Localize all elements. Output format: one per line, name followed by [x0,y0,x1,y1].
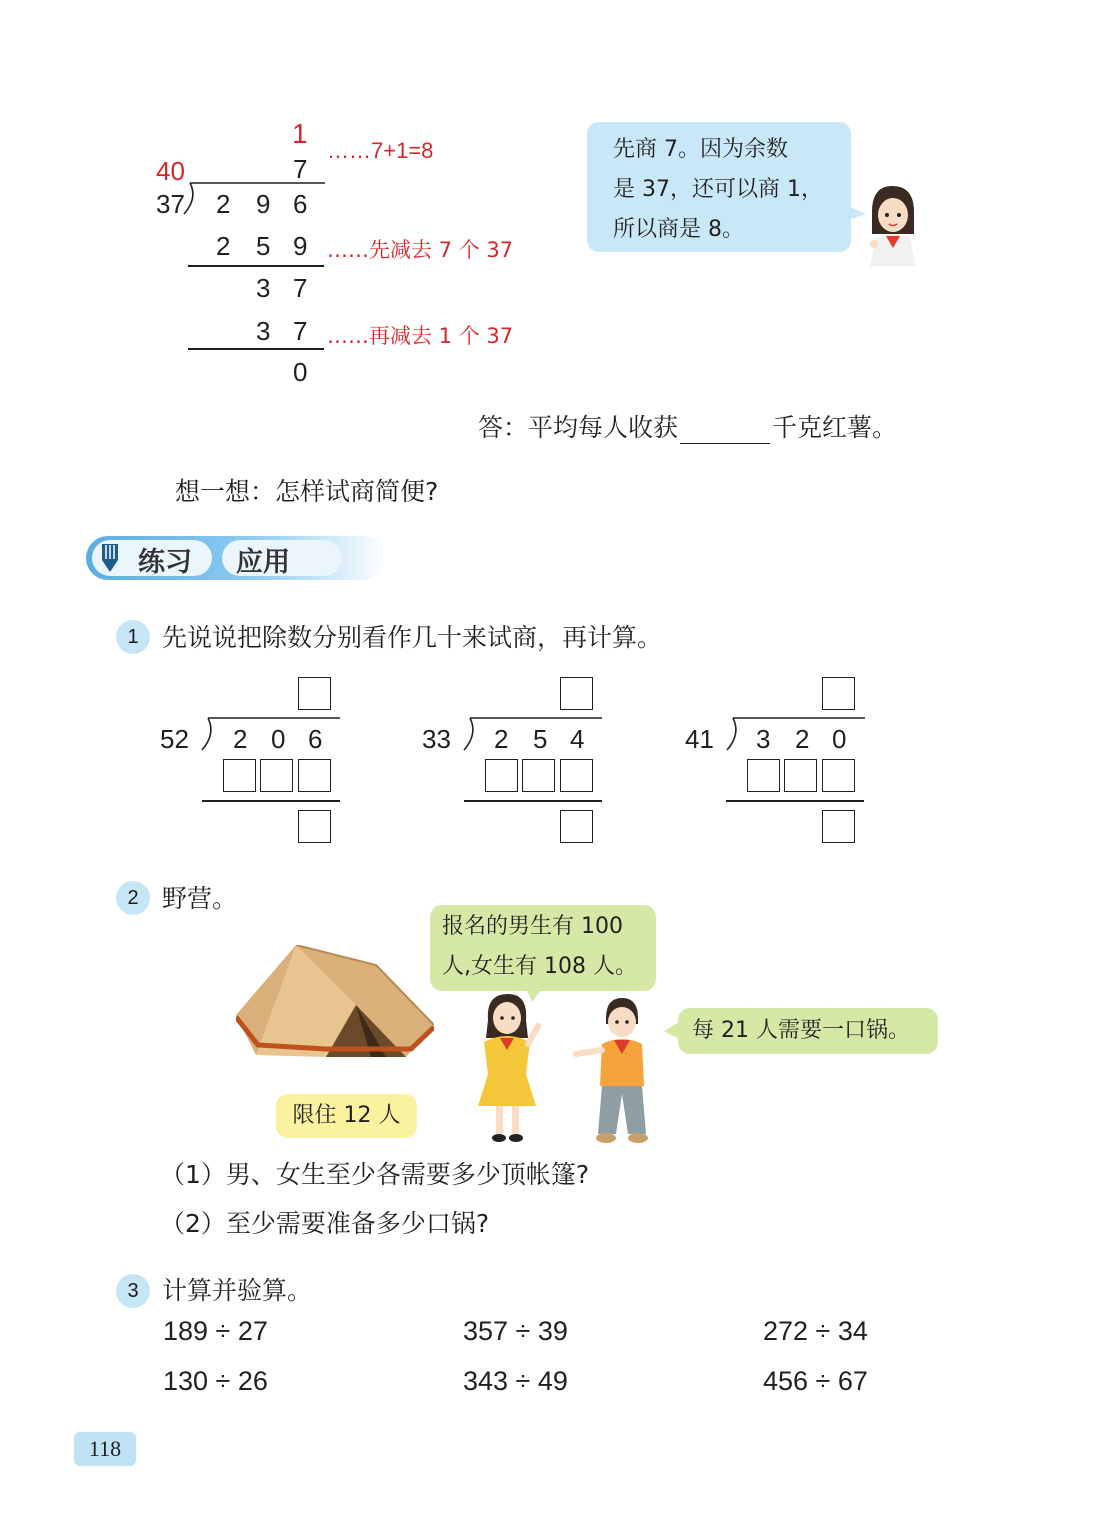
tent-capacity-label: 限住 12 人 [276,1094,417,1138]
sub-question: （2）至少需要准备多少口锅? [160,1209,490,1238]
subtraction-line [464,800,602,802]
step2-digit: 7 [293,316,308,346]
question-text: 先说说把除数分别看作几十来试商，再计算。 [162,623,663,652]
answer-box[interactable] [260,759,293,792]
dividend-digit: 2 [494,724,509,754]
divisor: 41 [685,724,714,754]
boy-figure [572,994,664,1146]
bubble-tail [664,1022,680,1040]
girl-figure [472,990,542,1144]
subtraction-line [188,348,324,350]
division-expression: 189 ÷ 27 [163,1316,268,1346]
dividend-digit: 3 [756,724,771,754]
question-number: 3 [116,1274,150,1308]
answer-box[interactable] [485,759,518,792]
bubble-line: 所以商是 8。 [613,217,744,242]
subtraction-line [202,800,340,802]
question-number: 1 [116,620,150,654]
note-step1: ……先减去 7 个 37 [327,238,514,262]
final-remainder: 0 [293,357,308,387]
remainder-digit: 3 [256,273,271,303]
step2-digit: 3 [256,316,271,346]
divisor: 33 [422,724,451,754]
subtraction-line [188,265,324,267]
dividend-digit: 4 [570,724,585,754]
answer-box[interactable] [784,759,817,792]
dividend-digit: 0 [832,724,847,754]
answer-line [478,408,897,444]
divisor: 37 [156,189,185,219]
note-step2: ……再减去 1 个 37 [327,324,514,348]
division-expression: 130 ÷ 26 [163,1366,268,1396]
page-number: 118 [74,1432,136,1466]
remainder-digit: 7 [293,273,308,303]
quotient-adjust: 1 [292,118,308,149]
note-adjust: ……7+1=8 [327,138,434,163]
divisor: 52 [160,724,189,754]
sub-question: （1）男、女生至少各需要多少顶帐篷? [160,1160,590,1189]
division-expression: 343 ÷ 49 [463,1366,568,1396]
answer-box[interactable] [298,810,331,843]
answer-box[interactable] [298,677,331,710]
dividend-digit: 2 [233,724,248,754]
dividend-digit: 9 [256,189,271,219]
step1-digit: 5 [256,231,271,261]
answer-box[interactable] [822,759,855,792]
think-prompt: 想一想：怎样试商简便? [175,477,439,506]
bubble-line: 报名的男生有 100 [442,914,623,939]
answer-box[interactable] [560,677,593,710]
question-text: 计算并验算。 [162,1276,313,1305]
bubble-line: 人,女生有 108 人。 [442,954,637,979]
boy-speech-bubble: 每 21 人需要一口锅。 [678,1008,938,1054]
division-expression: 272 ÷ 34 [763,1316,868,1346]
dividend-digit: 5 [533,724,548,754]
answer-box[interactable] [560,810,593,843]
girl-speech-bubble [430,905,656,991]
step1-digit: 9 [293,231,308,261]
question-number: 2 [116,881,150,915]
answer-prefix: 答：平均每人收获 [478,413,679,442]
division-expression: 357 ÷ 39 [463,1316,568,1346]
dividend-digit: 6 [293,189,308,219]
section-banner [86,536,386,580]
answer-blank[interactable] [680,417,770,444]
dividend-digit: 2 [795,724,810,754]
dividend-digit: 2 [216,189,231,219]
dividend-digit: 6 [308,724,323,754]
answer-box[interactable] [298,759,331,792]
question-text: 野营。 [162,884,238,913]
answer-box[interactable] [822,677,855,710]
answer-box[interactable] [223,759,256,792]
answer-box[interactable] [560,759,593,792]
banner-label-apply: 应用 [236,547,290,578]
banner-label-practice: 练习 [138,547,192,578]
answer-suffix: 千克红薯。 [772,413,898,442]
trial-quotient: 40 [156,156,185,186]
pencil-icon [96,542,124,574]
girl-illustration [862,182,922,266]
step1-digit: 2 [216,231,231,261]
division-expression: 456 ÷ 67 [763,1366,868,1396]
dividend-digit: 0 [271,724,286,754]
bubble-line: 先商 7。因为余数 [613,137,788,162]
quotient: 7 [293,154,308,184]
bubble-line: 是 37，还可以商 1， [613,177,823,202]
teacher-speech-bubble [587,122,851,252]
answer-box[interactable] [822,810,855,843]
answer-box[interactable] [522,759,555,792]
subtraction-line [726,800,864,802]
answer-box[interactable] [747,759,780,792]
tent-illustration [236,945,434,1065]
